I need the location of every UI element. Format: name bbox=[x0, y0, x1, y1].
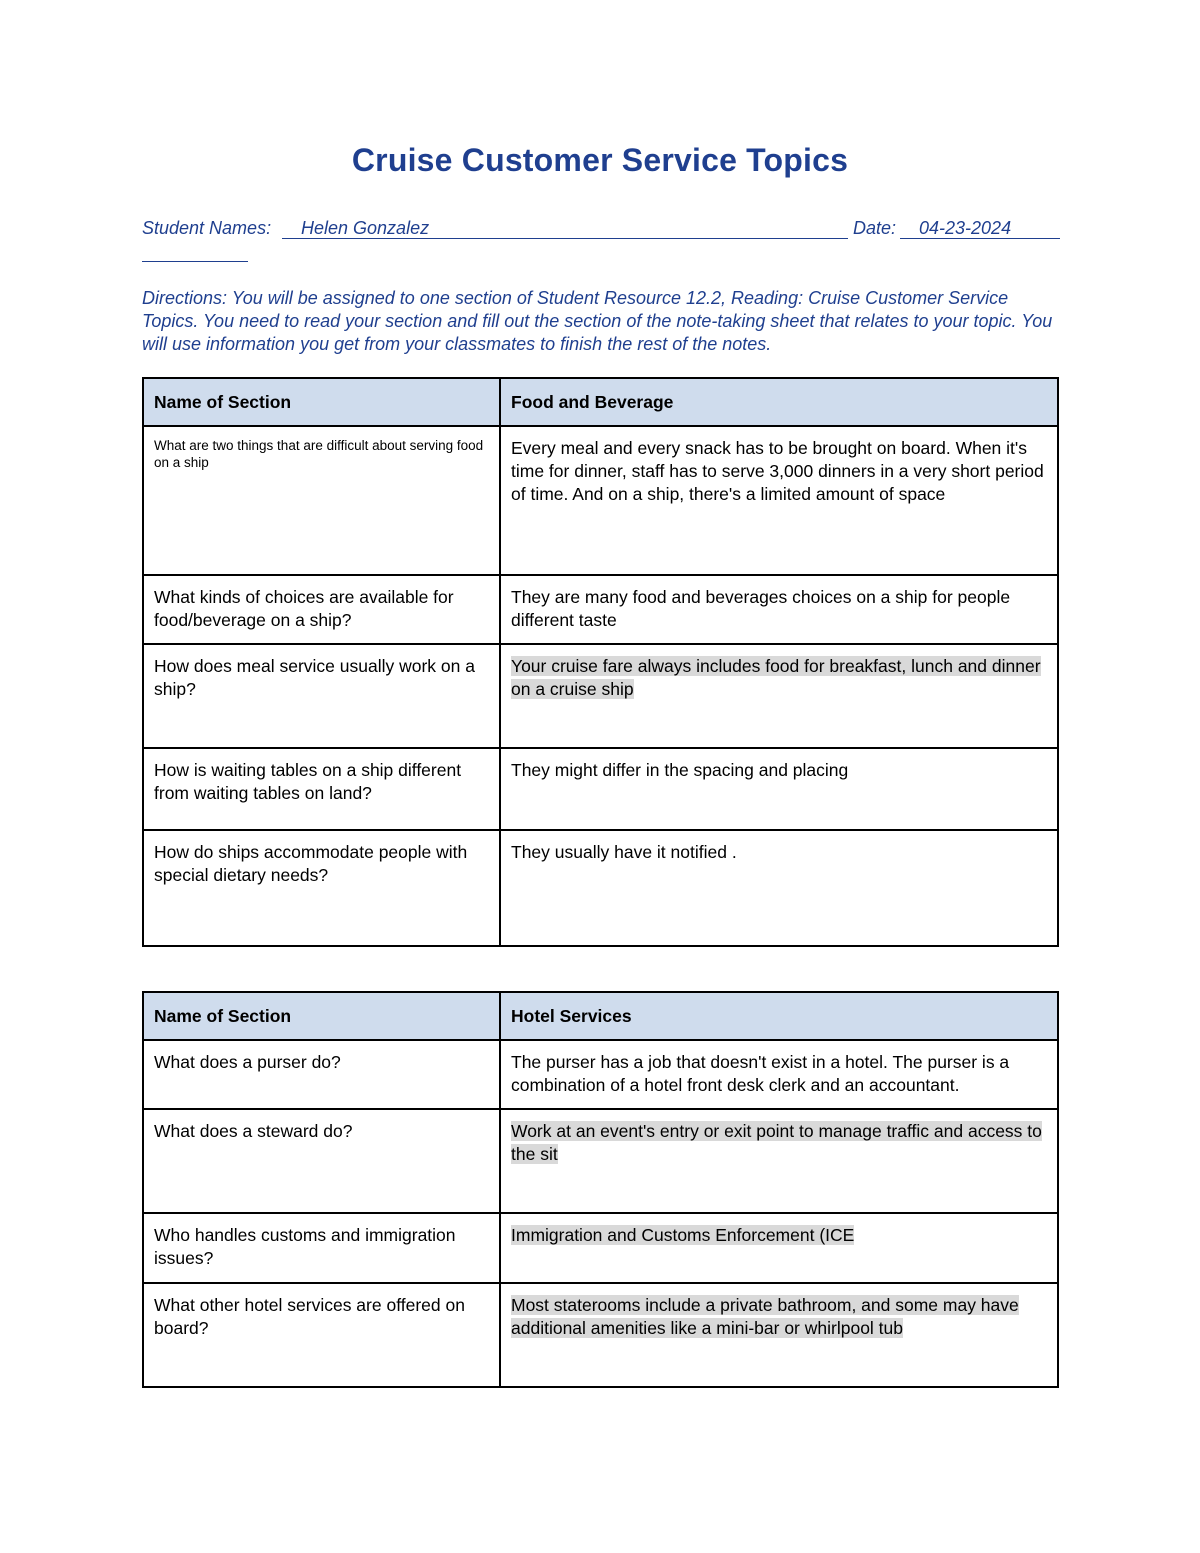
question-cell: What are two things that are difficult about serving food on a ship bbox=[143, 426, 500, 575]
date-underline-continued bbox=[142, 261, 248, 262]
table-row bbox=[143, 1109, 1058, 1213]
question-cell: What other hotel services are offered on board? bbox=[143, 1283, 500, 1387]
answer-cell[interactable] bbox=[500, 1283, 1058, 1387]
student-names-underline bbox=[282, 238, 848, 239]
table-header-row bbox=[143, 378, 1058, 426]
table-header-row bbox=[143, 992, 1058, 1040]
question-cell: How do ships accommodate people with special dietary needs? bbox=[143, 830, 500, 946]
student-names-value[interactable]: Helen Gonzalez bbox=[301, 218, 430, 238]
section-name-value: Food and Beverage bbox=[500, 378, 1058, 426]
table-row bbox=[143, 575, 1058, 644]
hotel-services-table bbox=[142, 991, 1059, 1388]
section-name-label: Name of Section bbox=[143, 378, 500, 426]
table-row bbox=[143, 1283, 1058, 1387]
highlighted-answer: Your cruise fare always includes food for breakfast, lunch and dinner on a cruise ship bbox=[511, 656, 1041, 699]
question-cell: What kinds of choices are available for food/beverage on a ship? bbox=[143, 575, 500, 644]
question-cell: How is waiting tables on a ship different from waiting tables on land? bbox=[143, 748, 500, 830]
answer-cell[interactable] bbox=[500, 644, 1058, 748]
answer-cell[interactable]: They usually have it notified . bbox=[500, 830, 1058, 946]
food-beverage-table bbox=[142, 377, 1059, 947]
table-row bbox=[143, 1040, 1058, 1109]
question-cell: What does a steward do? bbox=[143, 1109, 500, 1213]
page-title: Cruise Customer Service Topics bbox=[351, 142, 849, 178]
section-name-label: Name of Section bbox=[143, 992, 500, 1040]
answer-cell[interactable]: They are many food and beverages choices on a ship for people different taste bbox=[500, 575, 1058, 644]
directions-text: Directions: You will be assigned to one section of Student Resource 12.2, Reading: Cruise Customer Service Topics. You need to read your section and fill out the section of the note-taking sheet that relates to your topic. You will use information you get from your classmates to finish the rest of the notes. bbox=[142, 288, 1053, 354]
answer-cell[interactable] bbox=[500, 1213, 1058, 1283]
highlighted-answer: Most staterooms include a private bathroom, and some may have additional amenities like a mini-bar or whirlpool tub bbox=[511, 1295, 1019, 1338]
student-names-label: Student Names: bbox=[142, 218, 272, 238]
highlighted-answer: Immigration and Customs Enforcement (ICE bbox=[511, 1225, 855, 1245]
date-value[interactable]: 04-23-2024 bbox=[919, 218, 1012, 238]
table-row bbox=[143, 644, 1058, 748]
question-cell: How does meal service usually work on a ship? bbox=[143, 644, 500, 748]
table-row bbox=[143, 1213, 1058, 1283]
answer-cell[interactable]: The purser has a job that doesn't exist in a hotel. The purser is a combination of a hotel front desk clerk and an accountant. bbox=[500, 1040, 1058, 1109]
date-underline bbox=[900, 238, 1060, 239]
question-cell: What does a purser do? bbox=[143, 1040, 500, 1109]
question-cell: Who handles customs and immigration issues? bbox=[143, 1213, 500, 1283]
answer-cell[interactable] bbox=[500, 1109, 1058, 1213]
date-label: Date: bbox=[853, 218, 897, 238]
table-row bbox=[143, 426, 1058, 575]
table-row bbox=[143, 748, 1058, 830]
highlighted-answer: Work at an event's entry or exit point to manage traffic and access to the sit bbox=[511, 1121, 1042, 1164]
section-name-value: Hotel Services bbox=[500, 992, 1058, 1040]
answer-cell[interactable]: They might differ in the spacing and placing bbox=[500, 748, 1058, 830]
student-info-line bbox=[142, 218, 1060, 244]
answer-cell[interactable]: Every meal and every snack has to be brought on board. When it's time for dinner, staff has to serve 3,000 dinners in a very short period of time. And on a ship, there's a limited amount of space bbox=[500, 426, 1058, 575]
table-row bbox=[143, 830, 1058, 946]
